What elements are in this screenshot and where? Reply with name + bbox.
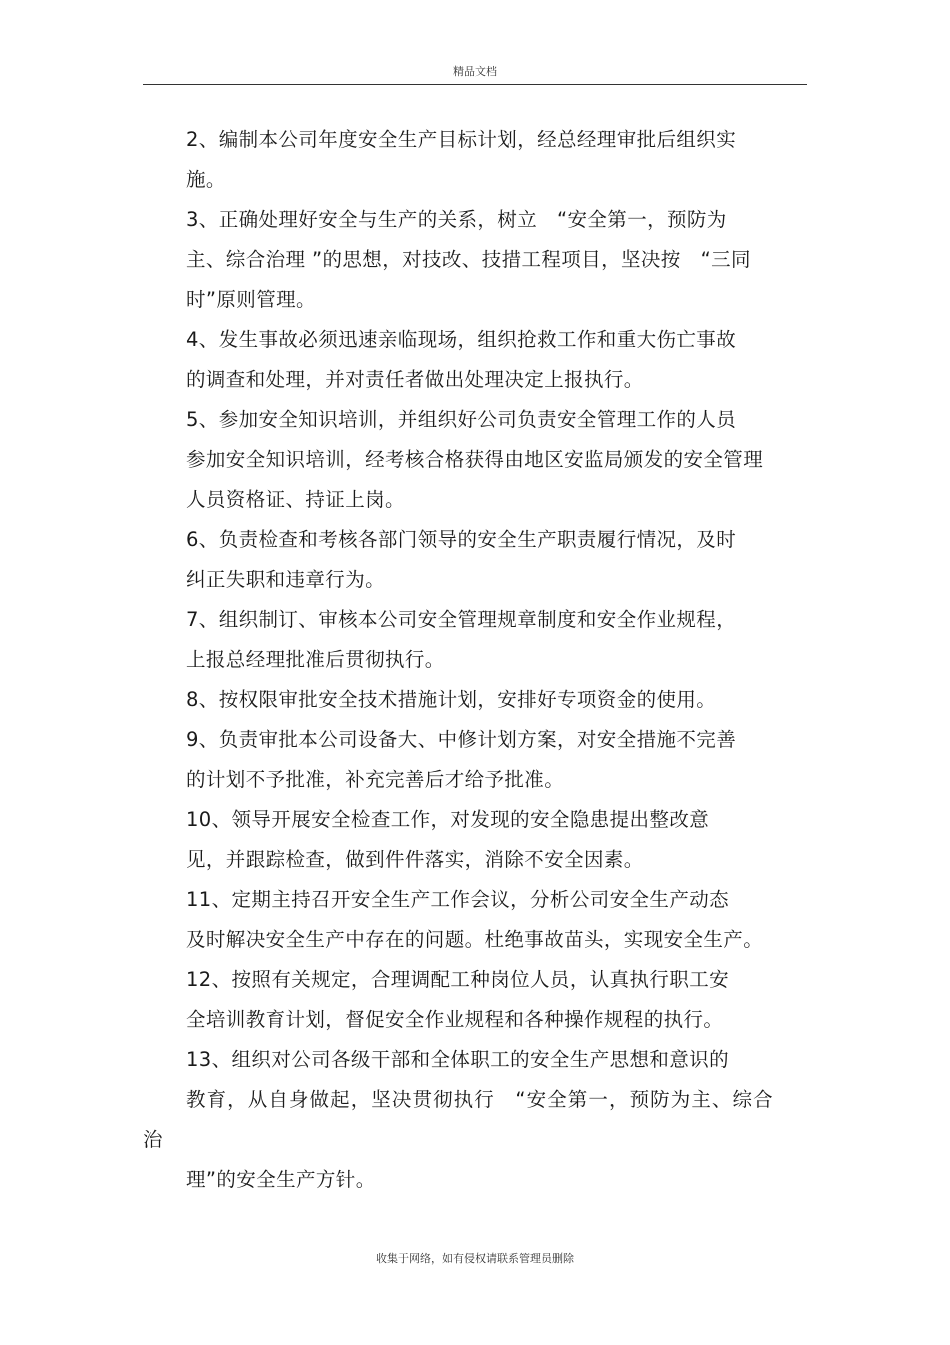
document-body	[143, 120, 773, 1200]
paragraph-line: 参加安全知识培训，经考核合格获得由地区安监局颁发的安全管理	[186, 448, 764, 471]
header-text: 精品文档	[453, 65, 497, 78]
paragraph-line: 见，并跟踪检查，做到件件落实，消除不安全因素。	[186, 848, 644, 871]
paragraph-line: 11、定期主持召开安全生产工作会议，分析公司安全生产动态	[186, 888, 730, 911]
paragraph-line: 的计划不予批准，补充完善后才给予批准。	[186, 768, 565, 791]
paragraph-line: 时”原则管理。	[186, 288, 316, 311]
paragraph-2	[143, 120, 773, 200]
paragraph-line: 教育，从自身做起，坚决贯彻执行 “安全第一，预防为主、综合治	[143, 1088, 773, 1151]
paragraph-line: 纠正失职和违章行为。	[186, 568, 386, 591]
paragraph-line: 13、组织对公司各级干部和全体职工的安全生产思想和意识的	[186, 1048, 730, 1071]
paragraph-line: 9、负责审批本公司设备大、中修计划方案，对安全措施不完善	[186, 728, 737, 751]
paragraph-9	[143, 720, 773, 800]
paragraph-line: 12、按照有关规定，合理调配工种岗位人员，认真执行职工安	[186, 968, 730, 991]
paragraph-12	[143, 960, 773, 1040]
paragraph-7	[143, 600, 773, 680]
paragraph-5	[143, 400, 773, 520]
paragraph-line: 理”的安全生产方针。	[186, 1168, 376, 1191]
paragraph-10	[143, 800, 773, 880]
paragraph-line: 主、综合治理 ”的思想，对技改、技措工程项目，坚决按 “三同	[186, 248, 751, 271]
paragraph-line: 2、编制本公司年度安全生产目标计划，经总经理审批后组织实	[186, 128, 737, 151]
paragraph-line: 的调查和处理，并对责任者做出处理决定上报执行。	[186, 368, 644, 391]
paragraph-4	[143, 320, 773, 400]
paragraph-line: 4、发生事故必须迅速亲临现场，组织抢救工作和重大伤亡事故	[186, 328, 737, 351]
paragraph-line: 10、领导开展安全检查工作，对发现的安全隐患提出整改意	[186, 808, 710, 831]
page-header	[143, 62, 807, 85]
paragraph-13	[143, 1040, 773, 1200]
paragraph-line: 全培训教育计划，督促安全作业规程和各种操作规程的执行。	[186, 1008, 724, 1031]
paragraph-3	[143, 200, 773, 320]
paragraph-line: 人员资格证、持证上岗。	[186, 488, 405, 511]
paragraph-8	[143, 680, 773, 720]
paragraph-line: 6、负责检查和考核各部门领导的安全生产职责履行情况，及时	[186, 528, 737, 551]
paragraph-line: 5、参加安全知识培训，并组织好公司负责安全管理工作的人员	[186, 408, 737, 431]
footer-text: 收集于网络，如有侵权请联系管理员删除	[376, 1252, 574, 1265]
paragraph-11	[143, 880, 773, 960]
paragraph-line: 及时解决安全生产中存在的问题。杜绝事故苗头，实现安全生产。	[186, 928, 764, 951]
paragraph-line: 上报总经理批准后贯彻执行。	[186, 648, 445, 671]
paragraph-line: 8、按权限审批安全技术措施计划，安排好专项资金的使用。	[186, 688, 717, 711]
paragraph-line: 施。	[186, 168, 226, 191]
paragraph-line: 7、组织制订、审核本公司安全管理规章制度和安全作业规程，	[186, 608, 737, 631]
paragraph-6	[143, 520, 773, 600]
page-footer	[0, 1250, 950, 1266]
paragraph-line: 3、正确处理好安全与生产的关系，树立 “安全第一，预防为	[186, 208, 727, 231]
